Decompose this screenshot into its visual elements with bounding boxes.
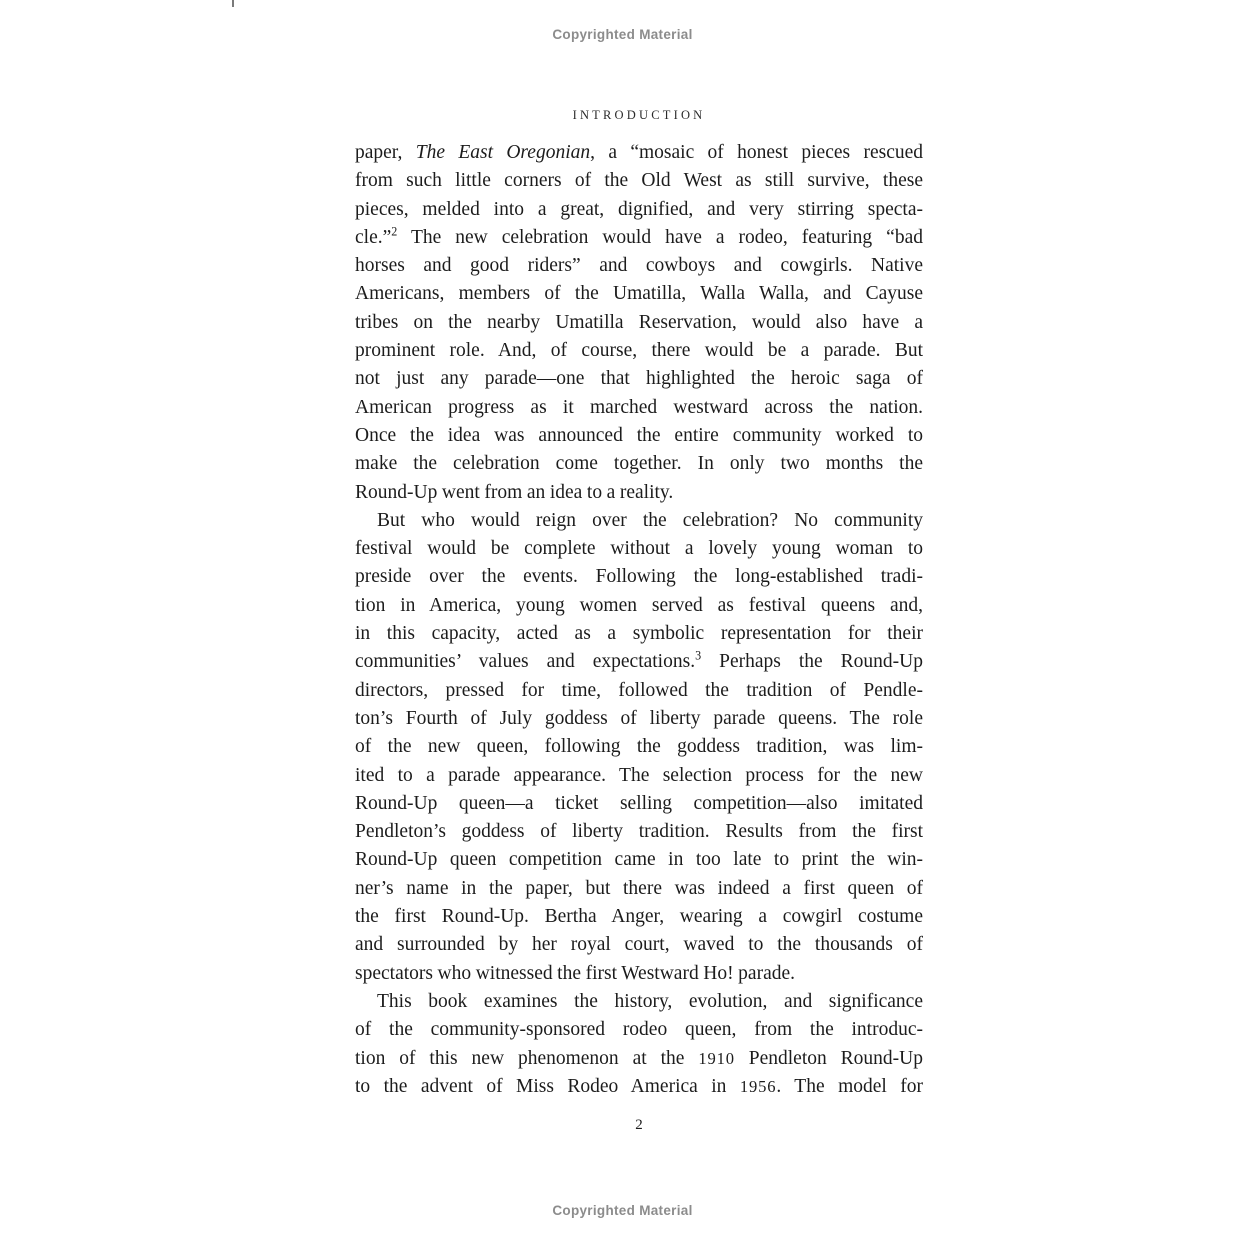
- running-head: INTRODUCTION: [572, 108, 706, 122]
- text-line: the first Round-Up. Bertha Anger, wearing a cowgirl costume: [355, 906, 923, 928]
- crop-mark: [232, 0, 234, 7]
- text-line: directors, pressed for time, followed the tradition of Pendle-: [355, 679, 923, 701]
- text-line: But who would reign over the celebration? No community: [377, 509, 923, 531]
- text-line: ton’s Fourth of July goddess of liberty parade queens. The role: [355, 707, 923, 729]
- text-line: of the community-sponsored rodeo queen, from the introduc-: [355, 1019, 923, 1041]
- text-line: festival would be complete without a lovely young woman to: [355, 538, 923, 560]
- text-line: Pendleton’s goddess of liberty tradition. Results from the first: [355, 821, 923, 843]
- text-line: cle.”$^2$ The new celebration would have a rodeo, featuring “bad: [355, 224, 923, 248]
- text-line: preside over the events. Following the long-established tradi-: [355, 566, 923, 588]
- text-line: to the advent of Miss Rodeo America in 1956. The model for: [355, 1075, 923, 1097]
- text-line: horses and good riders” and cowboys and cowgirls. Native: [355, 255, 923, 277]
- text-line: paper, The East Oregonian, a “mosaic of honest pieces rescued: [355, 142, 923, 163]
- text-line: tion of this new phenomenon at the 1910 Pendleton Round-Up: [355, 1047, 923, 1069]
- page-number: 2: [635, 1117, 643, 1133]
- text-line: spectators who witnessed the first Westward Ho! parade.: [355, 962, 796, 984]
- text-line: Round-Up queen—a ticket selling competition—also imitated: [355, 792, 923, 814]
- text-line: pieces, melded into a great, dignified, and very stirring specta-: [355, 198, 923, 220]
- text-line: Americans, members of the Umatilla, Walla Walla, and Cayuse: [355, 283, 923, 305]
- text-line: ner’s name in the paper, but there was indeed a first queen of: [355, 877, 923, 899]
- text-line: Round-Up queen competition came in too late to print the win-: [355, 849, 923, 871]
- copyright-notice-bottom: Copyrighted Material: [552, 1203, 693, 1218]
- text-line: prominent role. And, of course, there would be a parade. But: [355, 340, 923, 362]
- text-line: and surrounded by her royal court, waved to the thousands of: [355, 934, 923, 956]
- text-line: communities’ values and expectations.$^3$ Perhaps the Round-Up: [355, 648, 923, 673]
- text-line: in this capacity, acted as a symbolic representation for their: [355, 623, 923, 645]
- text-line: make the celebration come together. In only two months the: [355, 453, 923, 475]
- text-line: ited to a parade appearance. The selection process for the new: [355, 764, 923, 786]
- text-line: tribes on the nearby Umatilla Reservation, would also have a: [355, 311, 923, 333]
- text-line: tion in America, young women served as festival queens and,: [355, 594, 923, 616]
- text-line: Once the idea was announced the entire community worked to: [355, 424, 923, 446]
- text-line: American progress as it marched westward across the nation.: [355, 396, 923, 418]
- text-line: Round-Up went from an idea to a reality.: [355, 481, 674, 503]
- text-line: of the new queen, following the goddess tradition, was lim-: [355, 736, 923, 758]
- text-line: from such little corners of the Old West as still survive, these: [355, 170, 923, 192]
- body-text: [355, 139, 923, 1101]
- text-line: This book examines the history, evolution, and significance: [377, 990, 923, 1012]
- copyright-notice-top: Copyrighted Material: [552, 27, 693, 42]
- text-line: not just any parade—one that highlighted the heroic saga of: [355, 368, 923, 390]
